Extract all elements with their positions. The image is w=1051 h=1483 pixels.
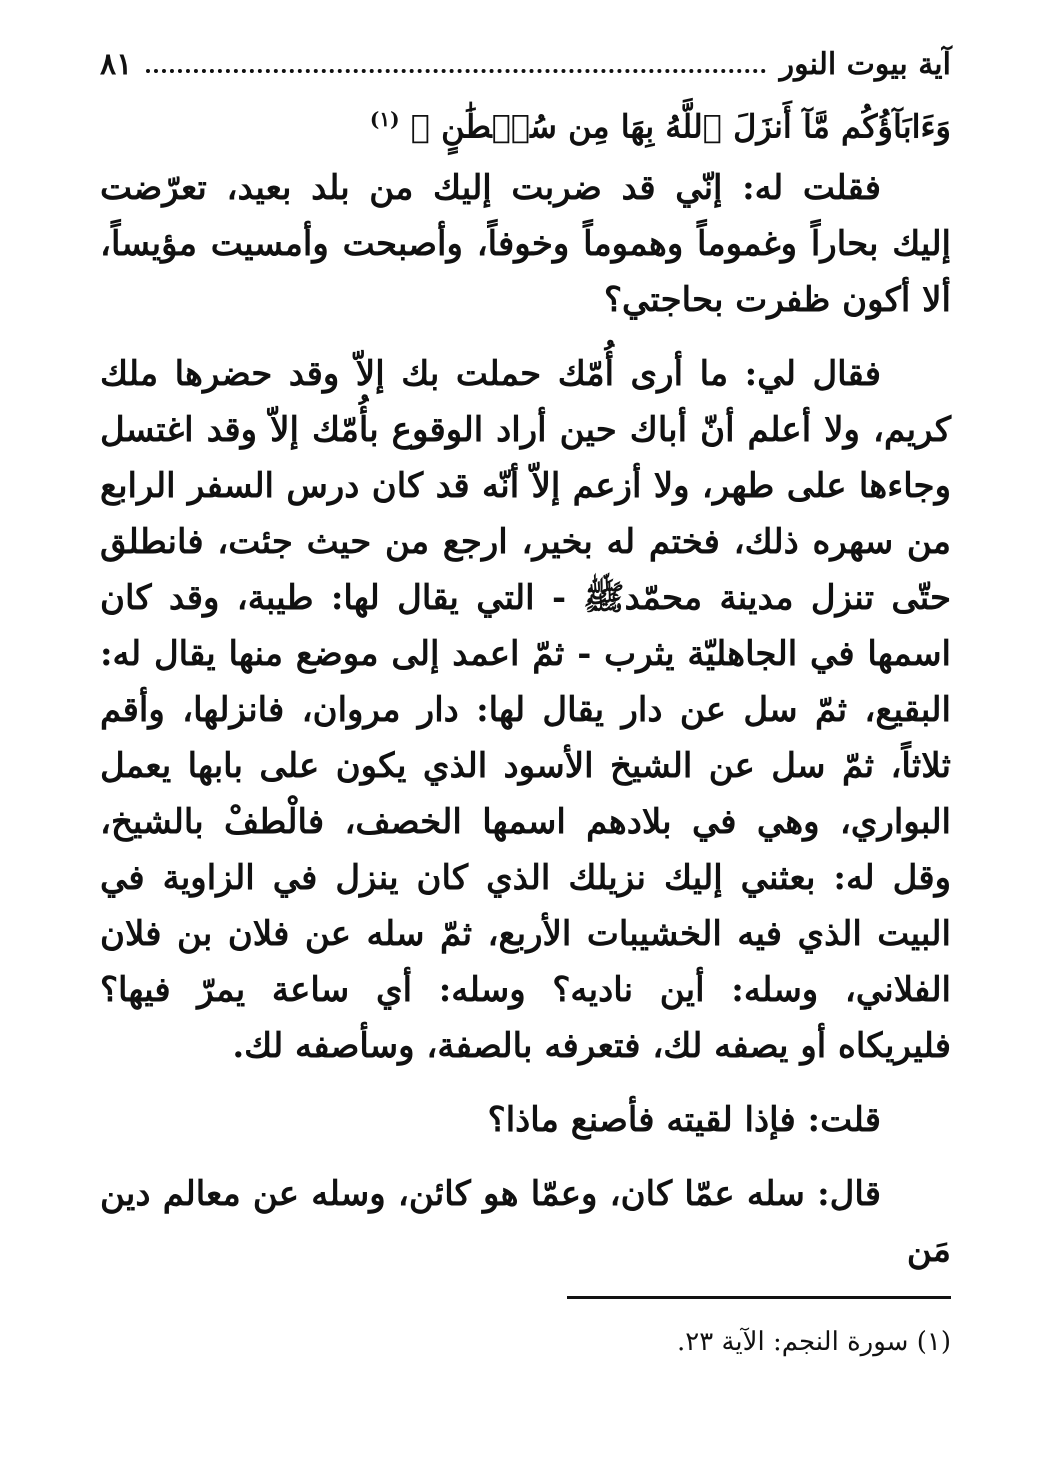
running-header bbox=[100, 38, 951, 82]
paragraph: قلت: فإذا لقيته فأصنع ماذا؟ bbox=[487, 1100, 881, 1140]
quran-verse-fragment bbox=[100, 94, 951, 152]
footnote: (١) سورة النجم: الآية ٢٣. bbox=[677, 1327, 951, 1357]
quran-verse-text: وَءَابَآؤُكُم مَّآ أَنزَلَ ٱللَّهُ بِهَا مِن سُلۡطَٰنٍ ﴾ bbox=[410, 107, 951, 146]
paragraph: فقلت له: إنّي قد ضربت إليك من بلد بعيد، تعرّضت إليك بحاراً وغموماً وهموماً وخوفاً، وأصبحت وأمسيت مؤيساً، ألا أكون ظفرت بحاجتي؟ bbox=[100, 168, 951, 320]
footnote-separator bbox=[567, 1296, 951, 1299]
footnote-reference: (١) bbox=[369, 107, 400, 131]
body-text bbox=[100, 160, 951, 1278]
paragraph: قال: سله عمّا كان، وعمّا هو كائن، وسله عن معالم دين مَن bbox=[100, 1174, 951, 1270]
paragraph: فقال لي: ما أرى أُمّك حملت بك إلاّ وقد حضرها ملك كريم، ولا أعلم أنّ أباك حين أراد الوقوع بأُمّك إلاّ وقد اغتسل وجاءها على طهر، ولا أزعم إلاّ أنّه قد كان درس السفر الرابع من سهره ذلك، فختم له بخير، ارجع من حيث جئت، فانطلق حتّى تنزل مدينة محمّدﷺ - التي يقال لها: طيبة، وقد كان اسمها في الجاهليّة يثرب - ثمّ اعمد إلى موضع منها يقال له: البقيع، ثمّ سل عن دار يقال لها: دار مروان، فانزلها، وأقم ثلاثاً، ثمّ سل عن الشيخ الأسود الذي يكون على بابها يعمل البواري، وهي في بلادهم اسمها الخصف، فالْطفْ بالشيخ، وقل له: بعثني إليك نزيلك الذي كان ينزل في الزاوية في البيت الذي فيه الخشيبات الأربع، ثمّ سله عن فلان بن فلان الفلاني، وسله: أين ناديه؟ وسله: أي ساعة يمرّ فيها؟ فليريكاه أو يصفه لك، فتعرفه بالصفة، وسأصفه لك. bbox=[100, 354, 951, 1066]
dotted-leader bbox=[146, 68, 765, 73]
page-number: ٨١ bbox=[100, 47, 133, 82]
running-title: آية بيوت النور bbox=[779, 47, 951, 82]
